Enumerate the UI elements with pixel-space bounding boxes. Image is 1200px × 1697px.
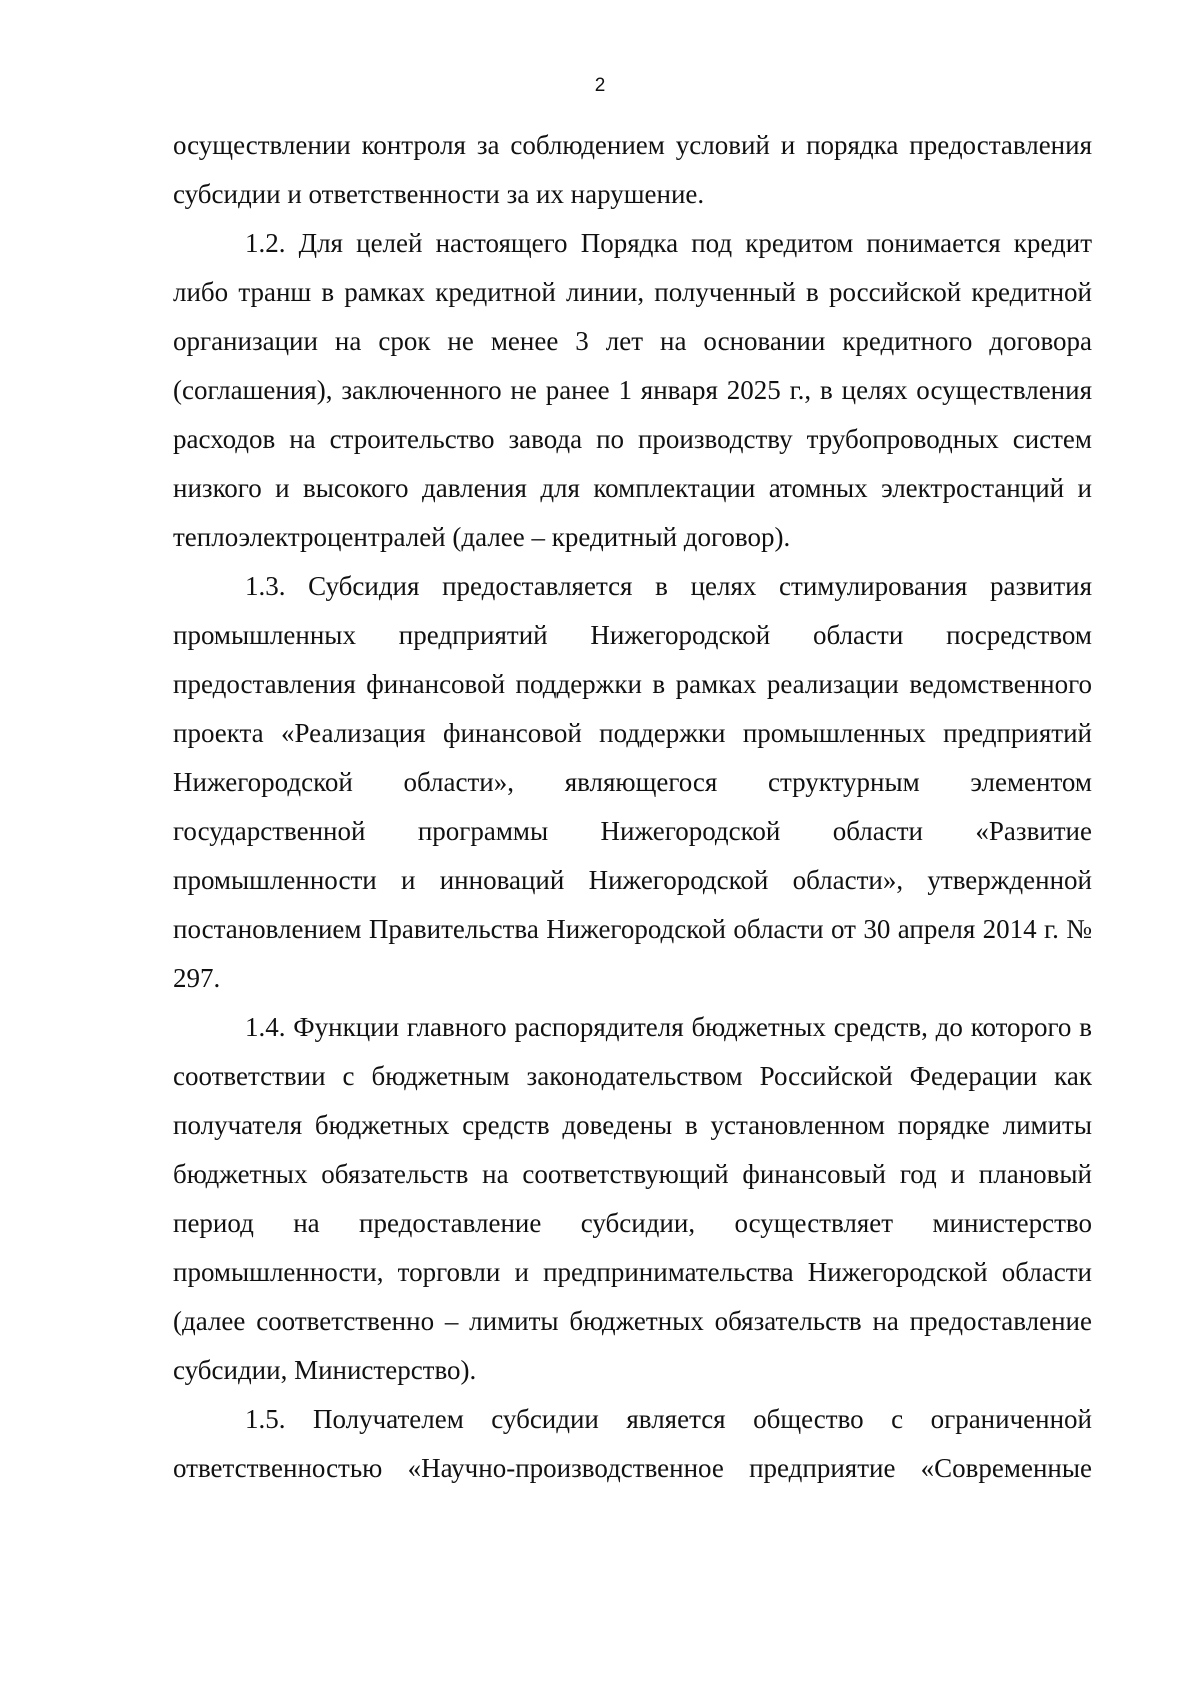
paragraph-1-3: 1.3. Субсидия предоставляется в целях стимулирования развития промышленных предприятий Нижегородской области посредством предоставления финансовой поддержки в рамках реализации ведомственного проекта «Реализация финансовой поддержки промышленных предприятий Нижегородской области», являющегося структурным элементом государственной программы Нижегородской области «Развитие промышленности и инноваций Нижегородской области», утвержденной постановлением Правительства Нижегородской области от 30 апреля 2014 г. № 297. — [173, 571, 1092, 993]
paragraph-1-5: 1.5. Получателем субсидии является общество с ограниченной ответственностью «Научно-производственное предприятие «Современные — [173, 1404, 1092, 1483]
page-number: 2 — [594, 75, 606, 96]
paragraph-continuation: осуществлении контроля за соблюдением условий и порядка предоставления субсидии и ответственности за их нарушение. — [173, 130, 1092, 209]
paragraph-1-2: 1.2. Для целей настоящего Порядка под кредитом понимается кредит либо транш в рамках кредитной линии, полученный в российской кредитной организации на срок не менее 3 лет на основании кредитного договора (соглашения), заключенного не ранее 1 января 2025 г., в целях осуществления расходов на строительство завода по производству трубопроводных систем низкого и высокого давления для комплектации атомных электростанций и теплоэлектроцентралей (далее – кредитный договор). — [173, 228, 1092, 552]
paragraph-1-4: 1.4. Функции главного распорядителя бюджетных средств, до которого в соответствии с бюджетным законодательством Российской Федерации как получателя бюджетных средств доведены в установленном порядке лимиты бюджетных обязательств на соответствующий финансовый год и плановый период на предоставление субсидии, осуществляет министерство промышленности, торговли и предпринимательства Нижегородской области (далее соответственно – лимиты бюджетных обязательств на предоставление субсидии, Министерство). — [173, 1012, 1092, 1385]
document-body — [173, 121, 1092, 1493]
